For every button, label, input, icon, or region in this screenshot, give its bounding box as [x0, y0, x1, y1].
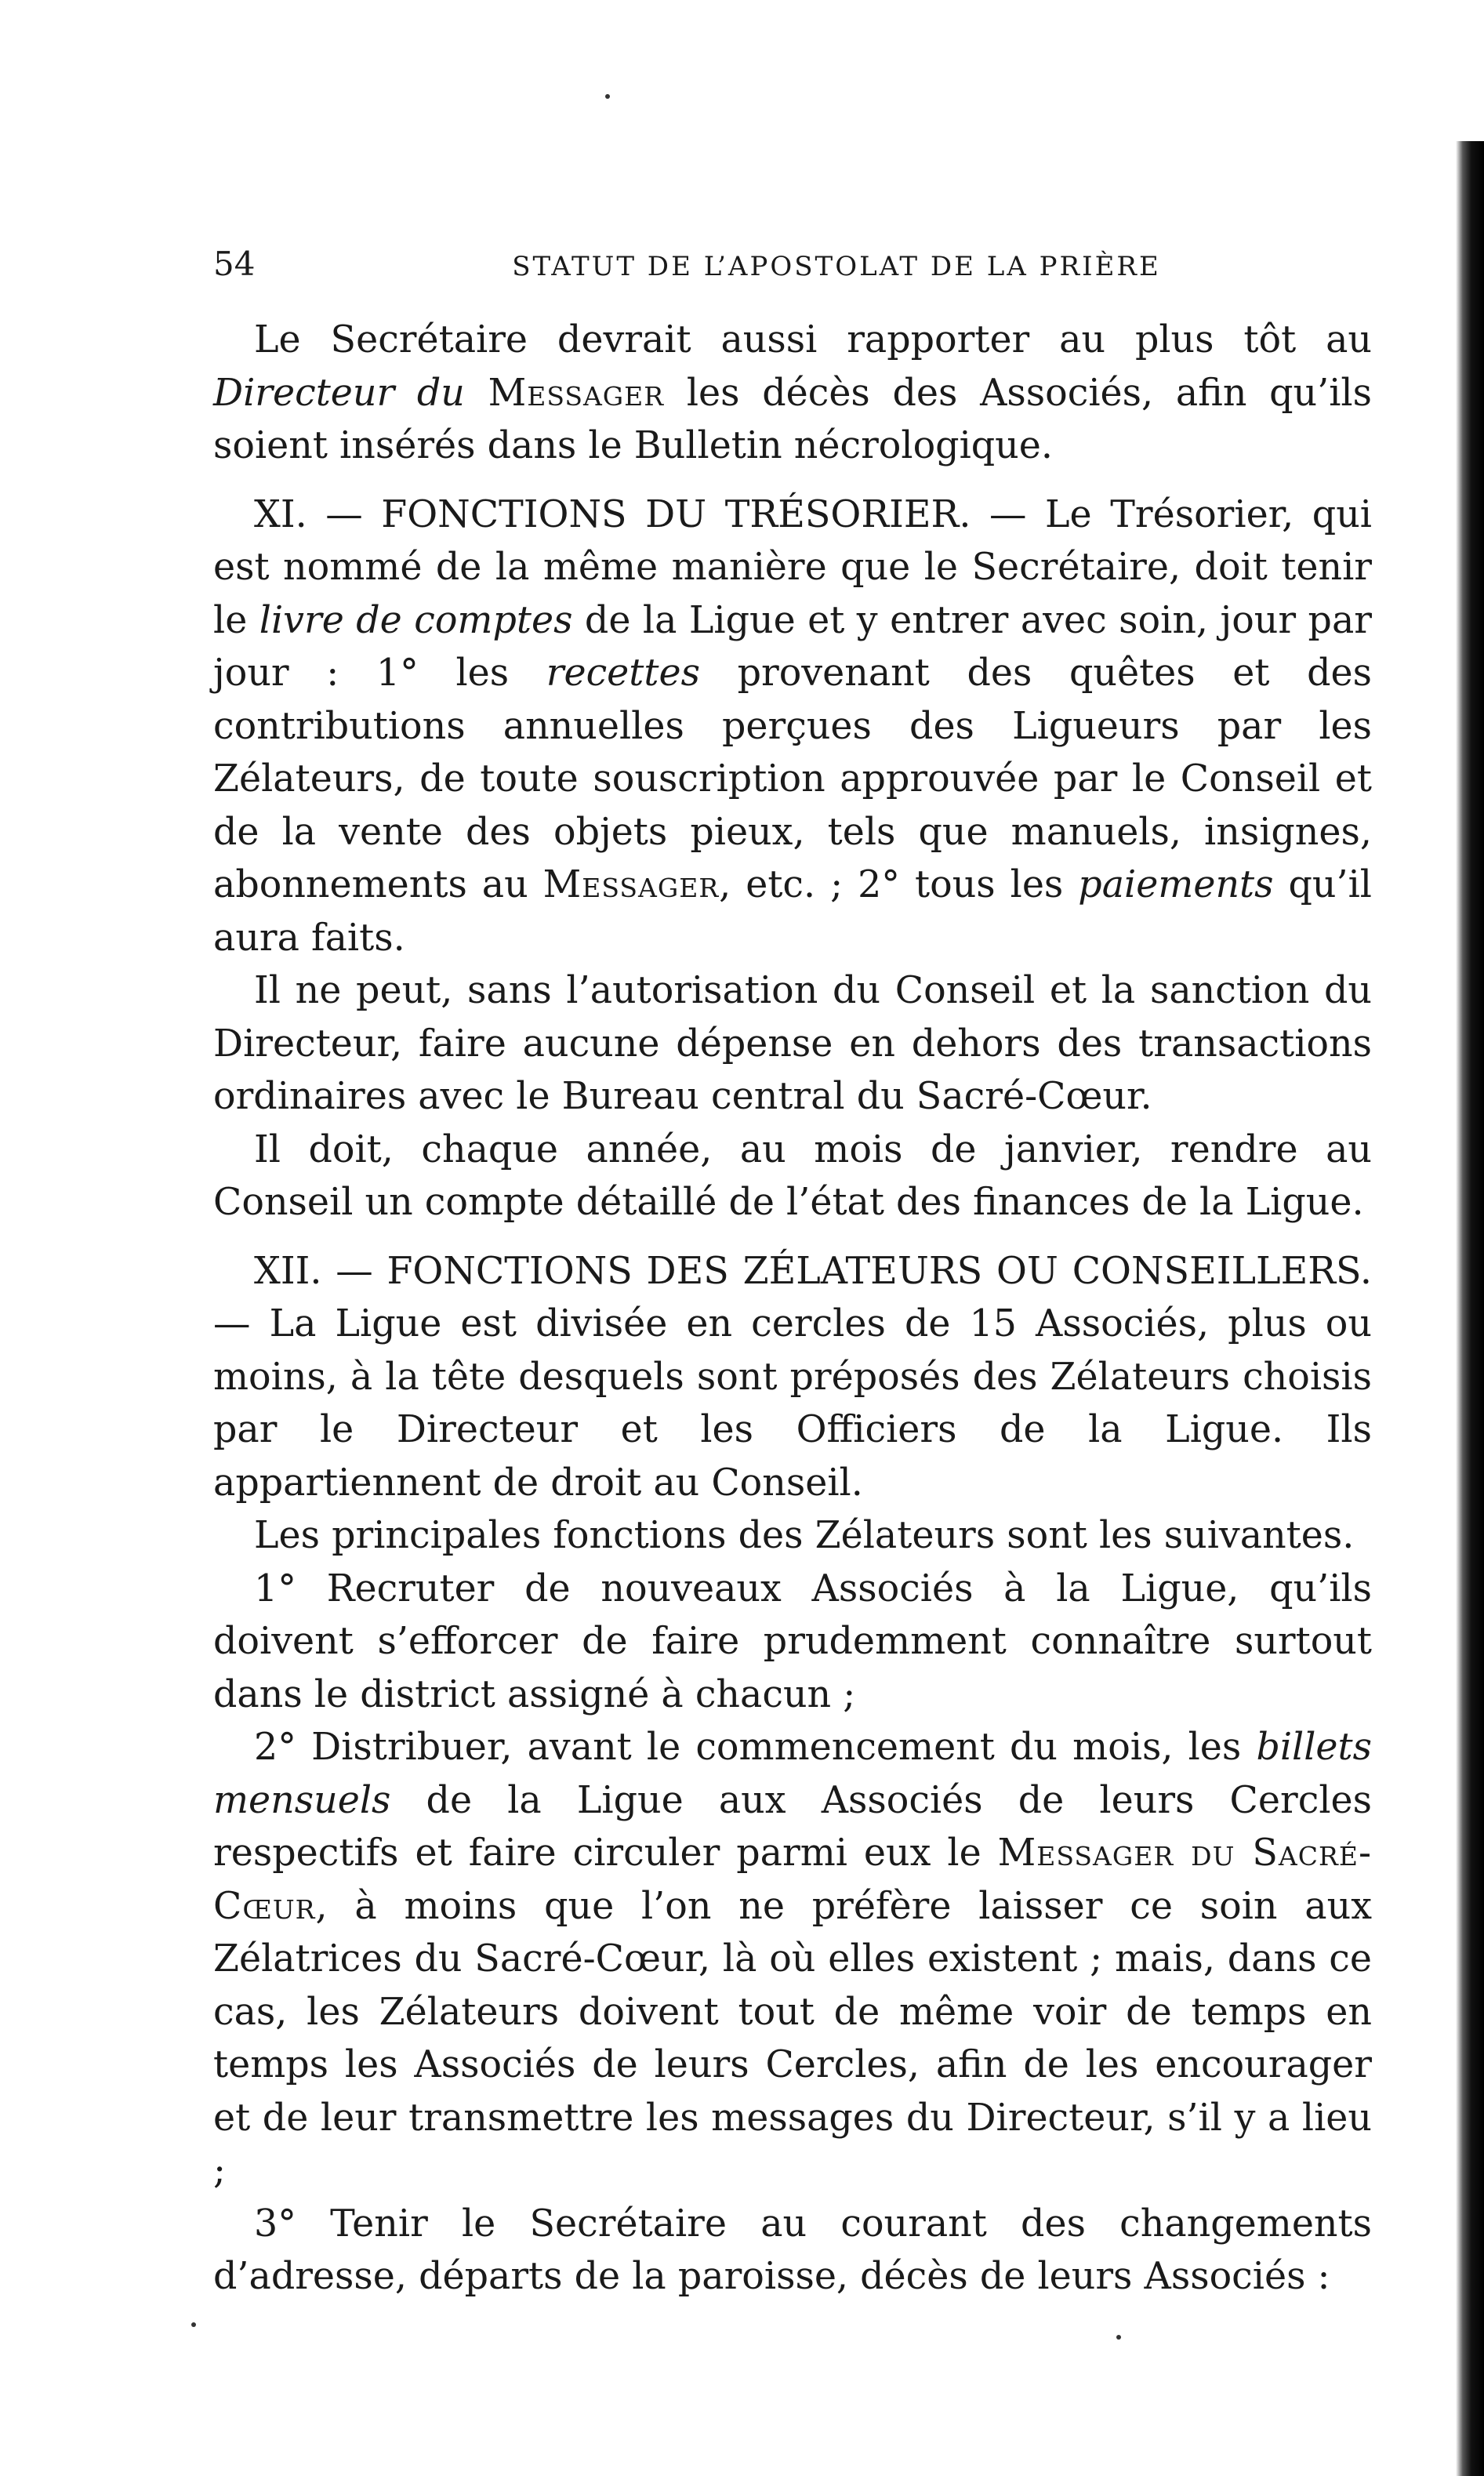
text-run: — La Ligue est divisée en cercles de 15 Associés, plus ou moins, à la tête desquels sont préposés des Zélateurs choisis par le Directeur et les Officiers de la Ligue. Ils appartiennent de droit au Conseil.	[213, 1302, 1372, 1505]
small-caps-text: Messager	[464, 371, 665, 415]
section-heading: XII. — FONCTIONS DES ZÉLATEURS OU CONSEILLERS.	[254, 1249, 1372, 1293]
text-run: — Le Trésorier, qui est nommé de la même manière que le Secrétaire, doit tenir le	[213, 492, 1372, 642]
italic-text: paiements	[1078, 863, 1274, 906]
page-edge-shadow	[1456, 141, 1484, 2476]
text-run: 2° Distribuer, avant le commencement du mois, les	[254, 1726, 1257, 1769]
body-text	[213, 314, 1372, 2304]
italic-text: billets mensuels	[213, 1726, 1372, 1822]
text-run: , etc. ; 2° tous les	[719, 863, 1079, 906]
paragraph-section-xii	[213, 1245, 1372, 1510]
small-caps-text: Messager du Sacré-Cœur	[213, 1832, 1372, 1928]
text-run: de la Ligue et y entrer avec soin, jour par jour : 1° les	[213, 598, 1372, 695]
page-header	[213, 245, 1381, 283]
running-head: STATUT DE L’APOSTOLAT DE LA PRIÈRE	[512, 251, 1161, 282]
paragraph: 3° Tenir le Secrétaire au courant des changements d’adresse, départs de la paroisse, décès de leurs Associés :	[213, 2202, 1372, 2298]
text-run: provenant des quêtes et des contributions annuelles perçues des Ligueurs par les Zélateurs, de toute souscription approuvée par le Conseil et de la vente des objets pieux, tels que manuels, insignes, abonnements au	[213, 652, 1372, 906]
section-heading: XI. — FONCTIONS DU TRÉSORIER.	[254, 492, 971, 536]
paragraph	[213, 1721, 1372, 2198]
italic-text: livre de comptes	[259, 598, 573, 642]
small-caps-text: Messager	[542, 863, 720, 906]
page-number: 54	[213, 245, 256, 283]
text-run: qu’il aura faits.	[213, 863, 1372, 960]
italic-text: Directeur du	[213, 371, 465, 415]
paragraph: Il doit, chaque année, au mois de janvier, rendre au Conseil un compte détaillé de l’état des finances de la Ligue.	[213, 1127, 1372, 1224]
text-run: de la Ligue aux Associés de leurs Cercles respectifs et faire circuler parmi eux le	[213, 1778, 1372, 1875]
speck	[1116, 2335, 1121, 2340]
text-run: , à moins que l’on ne préfère laisser ce soin aux Zélatrices du Sacré-Cœur, là où elles existent ; mais, dans ce cas, les Zélateurs doivent tout de même voir de temps en temps les Associés de leurs Cercles, afin de les encourager et de leur transmettre les messages du Directeur, s’il y a lieu ;	[213, 1884, 1372, 2192]
paragraph-section-xi	[213, 488, 1372, 965]
italic-text: recettes	[546, 652, 700, 695]
text-run: Le Secrétaire devrait aussi rapporter au plus tôt au	[254, 318, 1372, 361]
paragraph: Il ne peut, sans l’autorisation du Conseil et la sanction du Directeur, faire aucune dépense en dehors des transactions ordinaires avec le Bureau central du Sacré-Cœur.	[213, 969, 1372, 1118]
speck	[191, 2322, 196, 2327]
speck	[605, 94, 610, 99]
paragraph	[213, 314, 1372, 473]
paragraph: Les principales fonctions des Zélateurs sont les suivantes.	[254, 1514, 1355, 1557]
text-run: les décès des Associés, afin qu’ils soient insérés dans le Bulletin nécrologique.	[213, 371, 1372, 467]
paragraph: 1° Recruter de nouveaux Associés à la Ligue, qu’ils doivent s’efforcer de faire prudemment connaître surtout dans le district assigné à chacun ;	[213, 1567, 1372, 1716]
